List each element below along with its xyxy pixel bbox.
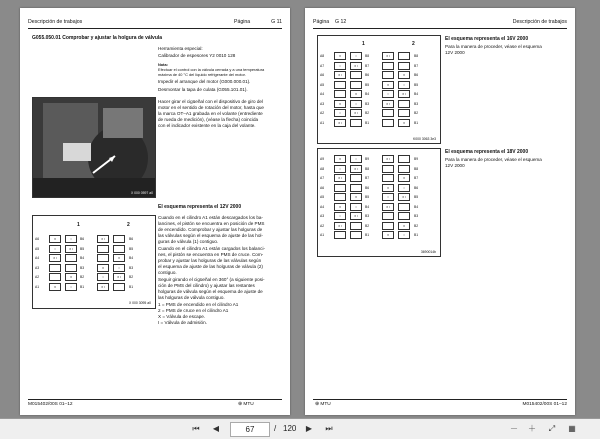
body-line: el esquema de ajuste de las holguras de válvula (2): [158, 264, 263, 269]
body-line: las válvulas según el esquema de ajuste de las hol-: [158, 233, 263, 238]
cylinder-labels: [35, 235, 39, 292]
valve-cell: [350, 184, 362, 192]
cylinder-label: B5: [365, 82, 370, 87]
valve-cell: [65, 264, 77, 272]
last-page-icon[interactable]: ⏭: [325, 424, 333, 433]
cylinder-label: B6: [414, 185, 419, 190]
page-number: G 11: [271, 19, 282, 25]
cylinder-label: B3: [365, 214, 370, 218]
valve-cell: [350, 71, 362, 79]
instruction-line: la marca OT–A1 grabada en el volante (entrediente: [158, 111, 263, 116]
valve-column: [113, 235, 125, 292]
valve-cell: X I: [382, 155, 394, 163]
instruction-line: de rueda de medición), (véase la flecha) coincida: [158, 117, 259, 122]
body-line: Para la manera de proceder, véase el esquema: [445, 157, 542, 162]
valve-cell: X I: [350, 165, 362, 173]
note-line: máxima de 40 °C del líquido refrigerante del motor.: [158, 71, 246, 77]
valve-cell: [350, 174, 362, 182]
right-page: [305, 8, 575, 415]
body-line: probar y ajustar las holguras de las válvulas según: [158, 258, 262, 263]
valve-cell: X: [382, 231, 394, 239]
cylinder-label: B7: [414, 63, 419, 68]
valve-column: [398, 155, 410, 241]
grid-view-icon[interactable]: ▦: [568, 424, 576, 433]
cylinder-label: A6: [35, 237, 40, 241]
valve-cell: X: [382, 184, 394, 192]
body-line: Cuando en el cilindro A1 están cargados los balanci-: [158, 246, 265, 251]
cylinder-label: B1: [414, 120, 419, 125]
valve-cell: X: [350, 90, 362, 98]
cylinder-label: B1: [129, 284, 134, 289]
valve-cell: [334, 193, 346, 201]
valve-cell: [65, 254, 77, 262]
cylinder-label: B8: [414, 54, 419, 58]
cylinder-labels: [320, 155, 324, 241]
valve-cell: I: [398, 184, 410, 192]
cylinder-label: B6: [365, 185, 370, 190]
valve-cell: X I: [334, 174, 346, 182]
document-number: M015402/00S 01–12: [522, 402, 567, 407]
page-separator: /: [274, 424, 277, 433]
cylinder-label: B4: [365, 92, 370, 96]
first-page-icon[interactable]: ⏮: [192, 424, 200, 433]
valve-cell: [398, 155, 410, 163]
engine-photo-illustration: [33, 98, 155, 197]
fit-page-icon[interactable]: ⤢: [548, 424, 556, 433]
special-tools-label: Herramienta especial:: [158, 46, 203, 51]
valve-cell: [398, 100, 410, 108]
valve-cell: X I: [113, 273, 125, 281]
cylinder-label: A3: [320, 214, 325, 218]
valve-cell: X: [113, 254, 125, 262]
valve-cell: I: [350, 52, 362, 60]
valve-cell: [113, 235, 125, 243]
valve-cell: [382, 174, 394, 182]
valve-cell: X: [398, 119, 410, 127]
cylinder-label: B2: [80, 275, 85, 279]
cylinder-label: A7: [320, 176, 325, 180]
valve-cell: X I: [334, 71, 346, 79]
valve-cell: X I: [334, 222, 346, 230]
valve-cell: I: [398, 81, 410, 89]
step: Desmontar la tapa de culata (G055.101.01).: [158, 87, 248, 92]
valve-cell: [334, 81, 346, 89]
valve-column: [382, 155, 394, 241]
cylinder-label: A4: [35, 256, 40, 260]
body-line: de encendido. Comprobar y ajustar las holguras de: [158, 227, 263, 232]
cylinder-label: B2: [414, 223, 419, 228]
valve-column: [382, 52, 394, 128]
cylinder-label: A1: [320, 233, 325, 237]
valve-cell: X I: [382, 52, 394, 60]
brand-logo: ⊕ MTU: [238, 402, 254, 407]
cylinder-label: B7: [414, 176, 419, 180]
valve-cell: X: [49, 235, 61, 243]
cylinder-label: A3: [320, 101, 325, 106]
page-number: G 12: [335, 19, 347, 25]
cylinder-label: B1: [365, 120, 370, 125]
instruction-line: Hacer girar el cigüeñal con el dispositivo de giro del: [158, 99, 263, 104]
scheme-number: 2: [412, 41, 415, 47]
valve-cell: [334, 90, 346, 98]
page-footer: [313, 399, 567, 409]
valve-cell: [382, 71, 394, 79]
valve-cell: X: [382, 81, 394, 89]
photo-caption: X 000 0597 a0: [130, 191, 153, 195]
body-line: Cuando en el cilindro A1 están descargados los ba-: [158, 215, 263, 220]
cylinder-label: A8: [320, 166, 325, 171]
next-page-icon[interactable]: ▶: [305, 424, 313, 433]
valve-cell: [382, 62, 394, 70]
scheme-number: 1: [362, 41, 365, 47]
cylinder-label: B9: [365, 157, 370, 161]
valve-cell: [382, 222, 394, 230]
body-line: 12V 2000: [445, 163, 465, 168]
cylinder-label: B1: [80, 284, 85, 289]
body-line: contiguo.: [158, 270, 177, 275]
cylinder-label: B5: [414, 195, 419, 199]
cylinder-label: B9: [414, 157, 419, 161]
valve-cell: [398, 212, 410, 220]
cylinder-label: B2: [365, 111, 370, 115]
cylinder-label: A5: [35, 246, 40, 251]
valve-cell: X I: [49, 254, 61, 262]
left-page: [20, 8, 290, 415]
cylinder-labels: [365, 52, 369, 128]
page-label: Página: [313, 19, 330, 25]
valve-cell: [97, 245, 109, 253]
legend-line: 1 = PMS de encendido en el cilindro A1: [158, 302, 239, 307]
cylinder-label: B5: [80, 246, 85, 251]
valve-column: [398, 52, 410, 128]
viewer-toolbar: [0, 418, 600, 439]
cylinder-label: B3: [129, 265, 134, 270]
valve-column: [334, 52, 346, 128]
cylinder-label: B4: [414, 92, 419, 96]
valve-cell: X I: [350, 109, 362, 117]
cylinder-labels: [129, 235, 133, 292]
special-tools-value: Calibrador de espesores Y2 0010 128: [158, 53, 236, 58]
valve-cell: I: [97, 273, 109, 281]
valve-scheme-16v: [317, 35, 441, 144]
valve-cell: X I: [97, 235, 109, 243]
body-line: holguras de válvula según el esquema de ajuste de: [158, 289, 263, 294]
valve-column: [65, 235, 77, 292]
scheme-heading: El esquema representa el 16V 2000: [445, 36, 529, 42]
zoom-out-icon[interactable]: －: [510, 424, 518, 433]
valve-cell: X: [398, 174, 410, 182]
cylinder-label: A6: [320, 73, 325, 77]
cylinder-label: B6: [80, 237, 85, 241]
body-line: Para la manera de proceder, véase el esquema: [445, 44, 542, 49]
valve-cell: [382, 119, 394, 127]
valve-cell: X: [97, 264, 109, 272]
page-footer: [28, 399, 282, 409]
cylinder-labels: [80, 235, 84, 292]
valve-cell: I: [350, 155, 362, 163]
valve-column: [97, 235, 109, 292]
cylinder-label: A5: [320, 195, 325, 199]
valve-cell: I: [49, 245, 61, 253]
valve-cell: I: [382, 193, 394, 201]
document-number: M015402/00S 01–12: [28, 402, 73, 407]
scheme-heading: El esquema representa el 18V 2000: [445, 149, 529, 155]
cylinder-label: B2: [129, 275, 134, 279]
scheme-caption: 3690014b: [420, 250, 436, 254]
procedure-title: G055.050.01 Comprobar y ajustar la holgura de válvula: [32, 35, 163, 41]
valve-cell: [382, 165, 394, 173]
cylinder-label: A2: [320, 111, 325, 115]
valve-cell: [398, 62, 410, 70]
body-line: guras de válvula (1) contiguo.: [158, 239, 219, 244]
valve-cell: I: [334, 212, 346, 220]
valve-cell: [350, 231, 362, 239]
cylinder-label: B5: [414, 82, 419, 87]
total-pages: 120: [283, 424, 297, 433]
cylinder-label: B8: [414, 166, 419, 171]
scheme-caption: X 000 3095 a0: [128, 301, 151, 305]
valve-cell: X I: [97, 283, 109, 291]
step: Impedir el arranque del motor (G000.000.01).: [158, 79, 251, 84]
cylinder-label: B8: [365, 166, 370, 171]
cylinder-label: B3: [414, 214, 419, 218]
engine-photo: [32, 97, 156, 198]
body-line: 12V 2000: [445, 50, 465, 55]
valve-cell: X I: [350, 212, 362, 220]
cylinder-label: A4: [320, 204, 325, 209]
instruction-line: motor en el sentido de rotación del motor, hasta que: [158, 105, 264, 110]
valve-cell: [398, 109, 410, 117]
valve-cell: [382, 212, 394, 220]
body-line: nes, el pistón se encuentra en PMS de cruce. Com-: [158, 252, 264, 257]
scheme-caption: K000 3063 3e3: [412, 137, 436, 141]
page-label: Página: [234, 19, 251, 25]
cylinder-label: A7: [320, 63, 325, 68]
valve-cell: I: [113, 264, 125, 272]
body-line: ción de PMS del cilindro) y ajustar las restantes: [158, 283, 255, 288]
valve-cell: [97, 254, 109, 262]
page-header: [28, 19, 282, 29]
scheme-heading: El esquema representa el 12V 2000: [158, 204, 242, 210]
section-title: Descripción de trabajos: [512, 19, 567, 25]
valve-scheme-12v: [32, 215, 156, 309]
valve-cell: X I: [398, 193, 410, 201]
scheme-number: 1: [77, 222, 80, 228]
valve-cell: X: [398, 71, 410, 79]
body-line: lancines, el pistón se encuentra en posición de PMS: [158, 221, 265, 226]
cylinder-label: A3: [35, 265, 40, 270]
cylinder-label: B2: [365, 223, 370, 228]
valve-cell: I: [334, 165, 346, 173]
cylinder-label: B4: [365, 204, 370, 209]
valve-cell: X I: [382, 203, 394, 211]
cylinder-labels: [365, 155, 369, 241]
valve-scheme-18v: [317, 148, 441, 257]
valve-cell: [350, 81, 362, 89]
brand-logo: ⊕ MTU: [315, 402, 331, 407]
instruction-line: con el indicador existente en la caja del volante.: [158, 123, 256, 128]
cylinder-labels: [414, 155, 418, 241]
valve-cell: X I: [65, 245, 77, 253]
valve-cell: [113, 245, 125, 253]
valve-cell: [398, 52, 410, 60]
cylinder-label: B1: [365, 233, 370, 237]
cylinder-label: A4: [320, 92, 325, 96]
valve-cell: [49, 264, 61, 272]
valve-cell: X: [350, 193, 362, 201]
zoom-in-icon[interactable]: ＋: [528, 424, 536, 433]
scheme-number: 2: [127, 222, 130, 228]
cylinder-label: B6: [414, 73, 419, 77]
page-header: [313, 19, 567, 29]
page-number-input[interactable]: 67: [230, 422, 270, 437]
cylinder-label: B4: [414, 204, 419, 209]
valve-cell: X I: [350, 62, 362, 70]
valve-cell: [382, 109, 394, 117]
valve-column: [350, 155, 362, 241]
valve-cell: I: [382, 90, 394, 98]
cylinder-label: B6: [365, 73, 370, 77]
note-line: Efectuar el control con la válvula cerrada y a una temperatura: [158, 67, 265, 72]
valve-cell: I: [65, 235, 77, 243]
note-label: Nota:: [158, 62, 168, 67]
cylinder-label: A1: [320, 120, 325, 125]
legend-line: I = Válvula de admisión.: [158, 320, 207, 325]
valve-cell: X: [334, 155, 346, 163]
valve-cell: I: [350, 100, 362, 108]
cylinder-label: B2: [414, 111, 419, 115]
valve-cell: [113, 283, 125, 291]
cylinder-label: B3: [365, 101, 370, 106]
cylinder-label: A2: [35, 275, 40, 279]
cylinder-label: B7: [365, 63, 370, 68]
previous-page-icon[interactable]: ◀: [212, 424, 220, 433]
valve-cell: I: [65, 283, 77, 291]
valve-cell: [334, 184, 346, 192]
section-title: Descripción de trabajos: [28, 19, 83, 25]
cylinder-label: B4: [129, 256, 134, 260]
valve-cell: X I: [334, 119, 346, 127]
valve-cell: [334, 231, 346, 239]
cylinder-label: B5: [365, 195, 370, 199]
body-line: Seguir girando el cigüeñal en 360° (a siguiente posi-: [158, 277, 265, 282]
cylinder-labels: [414, 52, 418, 128]
valve-column: [350, 52, 362, 128]
valve-column: [334, 155, 346, 241]
valve-cell: X: [65, 273, 77, 281]
valve-cell: I: [334, 62, 346, 70]
cylinder-label: A2: [320, 223, 325, 228]
valve-cell: X: [49, 283, 61, 291]
cylinder-label: A1: [35, 284, 40, 289]
valve-cell: X I: [382, 100, 394, 108]
valve-cell: X: [398, 222, 410, 230]
cylinder-label: B7: [365, 176, 370, 180]
valve-column: [49, 235, 61, 292]
cylinder-label: B3: [414, 101, 419, 106]
body-line: las holguras de válvula contiguo.: [158, 295, 225, 300]
cylinder-label: B4: [80, 256, 85, 260]
valve-cell: I: [398, 231, 410, 239]
valve-cell: I: [350, 203, 362, 211]
cylinder-label: A8: [320, 54, 325, 58]
valve-cell: [398, 203, 410, 211]
valve-cell: I: [334, 109, 346, 117]
cylinder-label: A9: [320, 157, 325, 161]
cylinder-labels: [320, 52, 324, 128]
cylinder-label: B6: [129, 237, 134, 241]
valve-cell: X I: [398, 90, 410, 98]
valve-cell: [398, 165, 410, 173]
cylinder-label: A5: [320, 82, 325, 87]
valve-cell: X: [334, 52, 346, 60]
valve-cell: [350, 119, 362, 127]
cylinder-label: A6: [320, 185, 325, 190]
valve-cell: [49, 273, 61, 281]
cylinder-label: B8: [365, 54, 370, 58]
valve-cell: X: [334, 203, 346, 211]
valve-cell: X: [334, 100, 346, 108]
cylinder-label: B3: [80, 265, 85, 270]
cylinder-label: B1: [414, 233, 419, 237]
valve-cell: [350, 222, 362, 230]
legend-line: 2 = PMS de cruce en el cilindro A1: [158, 308, 229, 313]
legend-line: X = Válvula de escape.: [158, 314, 206, 319]
cylinder-label: B5: [129, 246, 134, 251]
